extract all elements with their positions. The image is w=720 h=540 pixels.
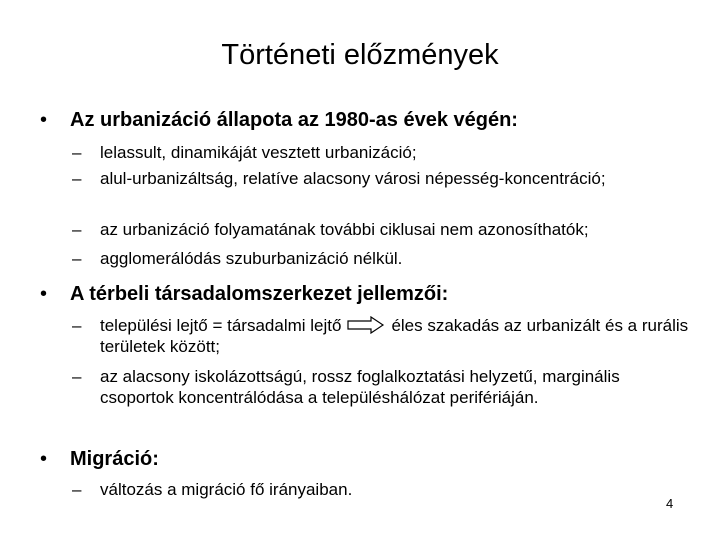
dash-marker: – — [72, 367, 82, 386]
sub-item — [72, 219, 692, 240]
dash-marker: – — [72, 316, 82, 335]
dash-marker: – — [72, 143, 82, 162]
sub-item-text: lelassult, dinamikáját vesztett urbanizáció; — [100, 143, 417, 162]
bullet-marker: • — [40, 283, 48, 305]
bullet-heading: Az urbanizáció állapota az 1980-as évek végén: — [70, 109, 518, 131]
bullet-marker: • — [40, 109, 48, 131]
sub-item — [72, 315, 692, 357]
sub-item — [72, 248, 692, 269]
sub-item-text: alul-urbanizáltság, relatíve alacsony városi népesség-koncentráció; — [100, 169, 606, 188]
dash-marker: – — [72, 249, 82, 268]
sub-item-text: agglomerálódás szuburbanizáció nélkül. — [100, 249, 403, 268]
sub-item — [72, 142, 692, 163]
slide-title: Történeti előzmények — [221, 39, 499, 71]
sub-item — [72, 366, 692, 408]
bullet-marker: • — [40, 448, 48, 470]
sub-item-text: változás a migráció fő irányaiban. — [100, 480, 353, 499]
sub-item-text: az alacsony iskolázottságú, rossz foglalkoztatási helyzetű, marginális csoportok koncentrálódása a településhálózat perifériáján. — [100, 367, 620, 407]
sub-item-text: az urbanizáció folyamatának további ciklusai nem azonosíthatók; — [100, 220, 589, 239]
sub-item-text — [100, 315, 692, 357]
right-arrow-icon — [347, 316, 385, 334]
sub-item-text-after-arrow: éles szakadás az urbanizált és a rurális területek között; — [100, 316, 689, 356]
bullet-heading: Migráció: — [70, 448, 159, 470]
bullet-heading: A térbeli társadalomszerkezet jellemzői: — [70, 283, 449, 305]
page-number: 4 — [666, 496, 674, 511]
sub-item-text-before-arrow: települési lejtő = társadalmi lejtő — [100, 316, 342, 335]
sub-item — [72, 168, 692, 189]
dash-marker: – — [72, 480, 82, 499]
sub-item — [72, 479, 692, 500]
dash-marker: – — [72, 220, 82, 239]
dash-marker: – — [72, 169, 82, 188]
